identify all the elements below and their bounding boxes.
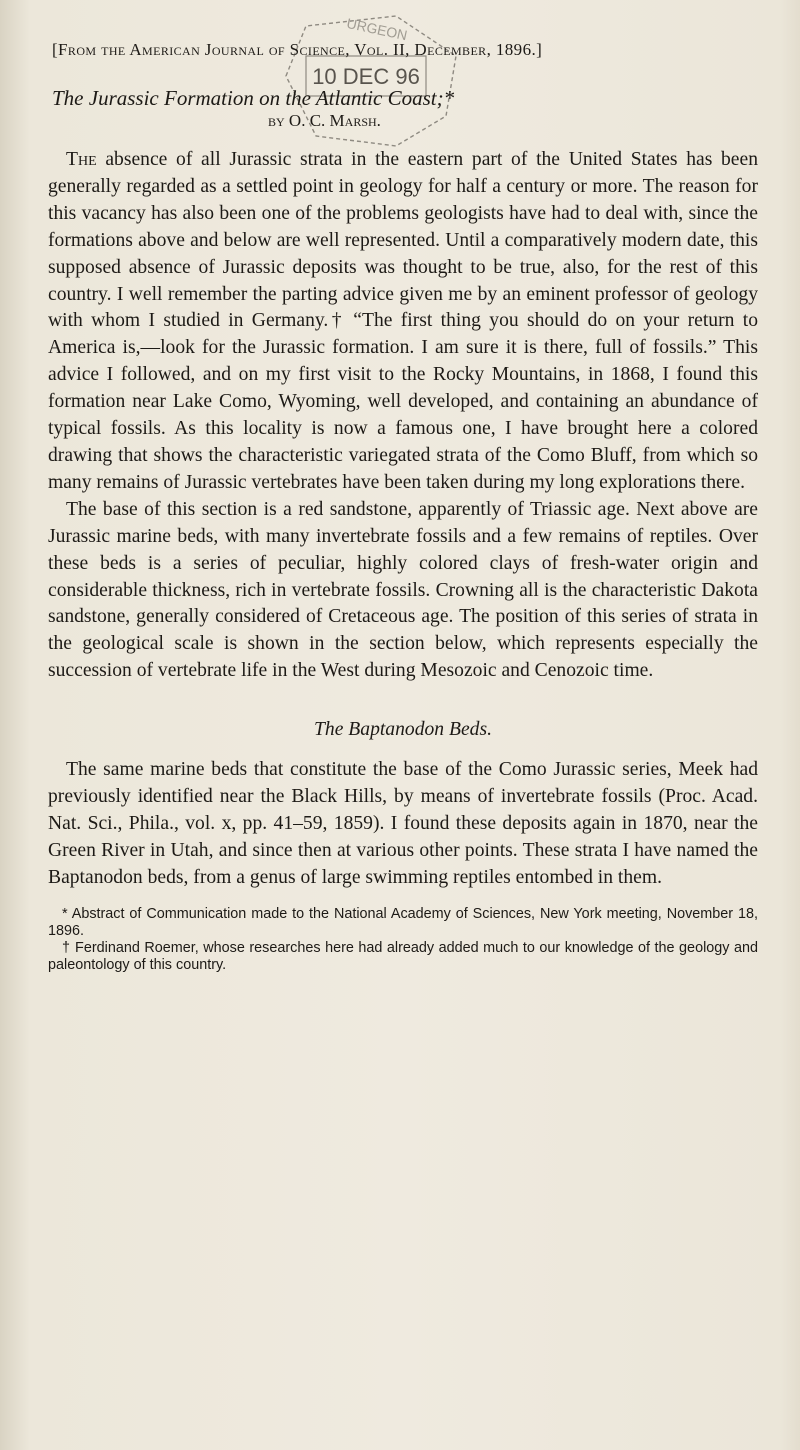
intro-paragraph-2: The base of this section is a red sandstone, apparently of Triassic age. Next above are Jurassic marine beds, with many invertebrate fossils and a few remains of reptiles. Over these beds is a series of peculiar, highly colored clays of fresh-water origin and considerable thickness, rich in vertebrate fossils. Crowning all is the characteristic Dakota sandstone, generally considered of Cretaceous age. The position of this series of strata in the geological scale is shown in the section below, which represents especially the succession of vertebrate life in the West during Mesozoic and Cenozoic time.	[48, 498, 758, 682]
footnotes	[48, 906, 758, 974]
intro-paragraph-1	[48, 147, 758, 497]
article-column	[48, 40, 758, 974]
lead-word: The	[66, 149, 97, 170]
intro-paragraph-1-text: absence of all Jurassic strata in the eastern part of the United States has been generally regarded as a settled point in geology for half a century or more. The reason for this vacancy has also been one of the problems geologists have had to deal with, since the formations above and below are well represented. Until a comparatively modern date, this supposed absence of Jurassic deposits was thought to be true, also, for the rest of this country. I well remember the parting advice given me by an eminent professor of geology with whom I studied in Germany.† “The first thing you should do on your return to America is,—look for the Jurassic formation. I am sure it is there, full of fossils.” This advice I followed, and on my first visit to the Rocky Mountains, in 1868, I found this formation near Lake Como, Wyoming, well developed, and containing an abundance of typical fossils. As this locality is now a famous one, I have brought here a colored drawing that shows the characteristic variegated strata of the Como Bluff, from which so many remains of Jurassic vertebrates have been taken during my long explorations there.	[48, 149, 758, 493]
article-author: by O. C. Marsh.	[268, 111, 381, 130]
footnote-2: † Ferdinand Roemer, whose researches here had already added much to our knowledge of the geology and paleontology of this country.	[48, 939, 758, 973]
section-heading: The Baptanodon Beds.	[314, 719, 492, 741]
article-title: The Jurassic Formation on the Atlantic Coast;*	[52, 86, 455, 110]
section-paragraph: The same marine beds that constitute the base of the Como Jurassic series, Meek had previously identified near the Black Hills, by means of invertebrate fossils (Proc. Acad. Nat. Sci., Phila., vol. x, pp. 41–59, 1859). I found these deposits again in 1870, near the Green River in Utah, and since then at various other points. These strata I have named the Baptanodon beds, from a genus of large swimming reptiles entombed in them.	[48, 759, 758, 888]
source-line: [From the American Journal of Science, Vol. II, December, 1896.]	[52, 40, 543, 59]
footnote-1: * Abstract of Communication made to the National Academy of Sciences, New York meeting, November 18, 1896.	[48, 905, 758, 939]
stamp-date: 10 DEC 96	[312, 64, 420, 89]
stamp-text: URGEON	[345, 14, 409, 44]
